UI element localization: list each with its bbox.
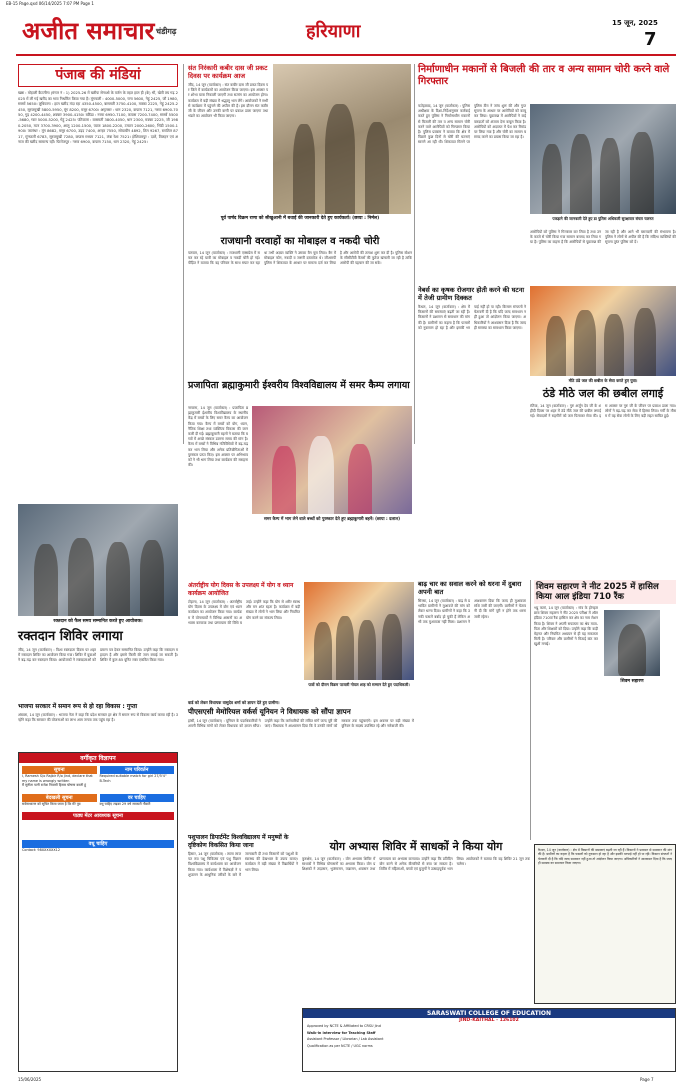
nirmanadhin-headline: निर्माणाधीन मकानों से बिजली की तार व अन्य सामान चोरी करने वाले गिरफ्तार: [418, 64, 670, 87]
page-number: 7: [644, 29, 657, 50]
raktdaan-title: रक्तदान शिविर लगाया: [18, 629, 123, 644]
classified-ads: वर्गीकृत विज्ञापन सूचना I, Ramesh S/o Rajbir R/o Jind, declare that my name is wrongly written मैं सुनीता पत्नी राजेश निवासी हिसार घोषणा करती हूं नाम परिवर्तन Required suitable match for girl 27/5'4" B.Tech बेदखली सूचना सर्वसाधारण को सूचित किया जाता है कि मेरे पुत्र वर चाहिए वधू चाहिए लड़का 29 वर्ष सरकारी नौकरी पाठ्य मेंटर आवश्यक सूचना वधू चाहिए Contact: 98XXXXXX12: [18, 752, 178, 1072]
footer-left: 15/06/2025: [18, 1077, 42, 1082]
section-title: हरियाणा: [306, 21, 361, 42]
sant-title: संत निरंकारी कबीर दास जी प्रकट दिवस पर कार्यक्रम आज: [188, 64, 268, 80]
vikram-rana-caption: पूर्व पार्षद विक्रम राणा को सीखुआनी में बधाई की जानकारी देते हुए कार्यकर्ता। (छाया : निर्मल): [220, 216, 380, 221]
chhabeel-title: ठंडे मीठे जल की छबील लगाई: [542, 387, 664, 400]
college-ad: SARASWATI COLLEGE OF EDUCATION JIND-KAITHAL - 126102 Approved by NCTE & Affiliated to CRSU Jind Walk-in Interview for Teaching Staff Assistant Professor / Librarian / Lab Assistant Qualification as per NCTE / UGC norms: [302, 1008, 676, 1072]
city-label: चंडीगढ़: [156, 27, 177, 36]
dharna-article: बाढ़ चार का सवाल करने को धरना में दुबारा अपनी बात सिरसा, 14 जून (वार्ताकार) : बाढ़ से प्रभावित ग्रामीणों ने मुआवजे की मांग को लेकर धरना दिया। ग्रामीणों ने कहा कि उनकी फसलें बर्बाद हो चुकी हैं लेकिन अभी तक मुआवजा नहीं मिला। प्रशासन ने आश्वासन दिया कि जल्द ही मुआवजा राशि जारी की जाएगी। ग्रामीणों ने चेतावनी दी कि मांगें पूरी न होने तक धरना जारी रहेगा।: [418, 580, 526, 840]
chhabeel-body: रतिया, 14 जून (वार्ताकार) : गुरु अर्जुन देव जी के शहीदी दिवस पर शहर में ठंडे मीठे जल की छबील लगाई गई। सेवादारों ने राहगीरों को जल पिलाकर सेवा की। इस अवसर पर गुरु जी के जीवन पर प्रकाश डाला गया। लोगों ने बढ़-चढ़ कर सेवा में हिस्सा लिया। गर्मी के मौसम में यह सेवा लोगों के लिए बड़ी राहत साबित हुई।: [530, 404, 676, 419]
nirmanadhin-body: फतेहाबाद, 14 जून (वार्ताकार) : पुलिस अधीक्षक के दिशा-निर्देशानुसार कार्रवाई करते हुए पुलिस ने निर्माणाधीन मकानों से बिजली की तार व अन्य सामान चोरी करने वाले आरोपियों को गिरफ्तार किया है। पुलिस प्रवक्ता ने बताया कि क्षेत्र में पिछले कुछ दिनों से चोरी की घटनाएं सामने आ रही थीं। शिकायत मिलने पर पुलिस टीम ने जांच शुरू की और गुप्त सूचना के आधार पर आरोपियों को काबू कर लिया। पूछताछ में आरोपियों ने कई वारदातों को अंजाम देना कबूल किया है। आरोपियों को अदालत में पेश कर रिमांड पर लिया गया है और चोरी का सामान बरामद करने का प्रयास किया जा रहा है।: [418, 104, 526, 145]
yog-title: योग अभ्यास शिविर में साधकों ने किया योग: [329, 840, 503, 853]
chhabeel-photo: [530, 286, 676, 376]
neighbor-body: कैथल, 14 जून (वार्ताकार) : क्षेत्र में किसानों की समस्याएं बढ़ती जा रही हैं। किसानों ने प्रशासन से समाधान की मांग की है। ग्रामीणों का कहना है कि फसलों को नुकसान हो रहा है और इसकी भरपाई नहीं हो पा रही। किसान संगठनों ने चेतावनी दी है कि यदि जल्द समाधान नहीं हुआ तो आंदोलन किया जाएगा। अधिकारियों ने आश्वासन दिया है कि जल्द ही समस्या का समाधान किया जाएगा।: [418, 305, 526, 330]
raktdaan-caption: रक्तदान को फैल समय सम्मानित करते हुए आयोजक।: [53, 619, 143, 624]
summer-camp-caption: समर कैम्प में भाग लेने वाले बच्चों को पुरस्कार देते हुए ब्रह्माकुमारी बहनें। (छाया : दलाल): [263, 516, 401, 521]
police-officers-photo: [530, 104, 676, 214]
shivam-photo: [604, 610, 660, 676]
shivam-body: भट्टू कलां, 14 जून (वार्ताकार) : गांव के होनहार छात्र शिवम सहारण ने नीट 2025 परीक्षा में ऑल इंडिया 710वां रैंक हासिल कर क्षेत्र का नाम रोशन किया है। शिवम ने अपनी सफलता का श्रेय माता-पिता और शिक्षकों को दिया। उन्होंने कहा कि कड़ी मेहनत और नियमित अध्ययन से ही यह सफलता मिली है। परिवार और ग्रामीणों ने मिठाई बांट कर खुशी मनाई।: [534, 606, 598, 647]
print-slug: EB-15 Page.qxd 06/14/2025 7:07 PM Page 1: [6, 1, 94, 6]
dharna-body: सिरसा, 14 जून (वार्ताकार) : बाढ़ से प्रभावित ग्रामीणों ने मुआवजे की मांग को लेकर धरना दिया। ग्रामीणों ने कहा कि उनकी फसलें बर्बाद हो चुकी हैं लेकिन अभी तक मुआवजा नहीं मिला। प्रशासन ने आश्वासन दिया कि जल्द ही मुआवजा राशि जारी की जाएगी। ग्रामीणों ने चेतावनी दी कि मांगें पूरी न होने तक धरना जारी रहेगा।: [418, 599, 526, 624]
union-body: हांसी, 14 जून (वार्ताकार) : यूनियन के पदाधिकारियों ने अपनी विभिन्न मांगों को लेकर विधायक को ज्ञापन सौंपा। उन्होंने कहा कि कर्मचारियों की लंबित मांगें जल्द पूरी की जाएं। विधायक ने आश्वासन दिया कि वे उनकी मांगों को सरकार तक पहुंचाएंगे। इस अवसर पर बड़ी संख्या में यूनियन के सदस्य उपस्थित रहे और नारेबाजी की।: [188, 718, 414, 729]
shivam-title: शिवम सहारण ने नीट 2025 में हासिल किया आल इंडिया 710 रैंक: [534, 580, 676, 604]
college-name: SARASWATI COLLEGE OF EDUCATION: [303, 1009, 675, 1018]
bhajpa-article: भाजपा सरकार में समान रूप से हो रहा विकास : गुप्ता अंबाला, 14 जून (वार्ताकार) : भाजपा नेता ने कहा कि प्रदेश सरकार हर क्षेत्र में समान रूप से विकास कार्य करवा रही है। उन्होंने कहा कि सरकार की योजनाओं का लाभ आम जनता तक पहुंच रहा है।: [18, 704, 178, 748]
police-photo-body: आरोपियों को पुलिस ने गिरफ्तार कर लिया है तथा उनके कब्जे से चोरी किया गया सामान बरामद कर लिया गया है। पुलिस का कहना है कि आरोपियों से पूछताछ की जा रही है और आगे भी बरामदगी की संभावना है। पुलिस ने लोगों से अपील की है कि संदिग्ध व्यक्तियों की सूचना तुरंत पुलिस को दें।: [530, 230, 676, 245]
yog-body: कुरुक्षेत्र, 14 जून (वार्ताकार) : योग अभ्यास शिविर में साधकों ने विभिन्न योगासनों का अभ्यास किया। योग प्रशिक्षकों ने ताड़ासन, भुजंगासन, वज्रासन, शवासन तथा प्राणायाम का अभ्यास करवाया। उन्होंने कहा कि प्रतिदिन योग करने से अनेक बीमारियों से बचा जा सकता है। शिविर में महिलाओं, बच्चों एवं बुजुर्गों ने उत्साहपूर्वक भाग लिया। आयोजकों ने बताया कि यह शिविर 21 जून तक चलेगा।: [302, 857, 530, 872]
summer-camp-photo: [252, 406, 412, 514]
bhajpa-body: अंबाला, 14 जून (वार्ताकार) : भाजपा नेता ने कहा कि प्रदेश सरकार हर क्षेत्र में समान रूप से विकास कार्य करवा रही है। उन्होंने कहा कि सरकार की योजनाओं का लाभ आम जनता तक पहुंच रहा है।: [18, 712, 178, 722]
pashu-body: हिसार, 14 जून (वार्ताकार) : लाला लाजपत राय पशु चिकित्सा एवं पशु विज्ञान विश्वविद्यालय में कार्यशाला का आयोजन किया गया। कार्यशाला में विशेषज्ञों ने पशुपालन के आधुनिक तरीकों के बारे में जानकारी दी तथा किसानों को पशुओं के स्वास्थ्य की देखभाल के उपाय बताए। कार्यक्रम में बड़ी संख्या में विद्यार्थियों ने भाग लिया।: [188, 852, 298, 877]
college-sub: JIND-KAITHAL - 126102: [459, 1018, 519, 1023]
group-photo: [304, 582, 414, 680]
rajdhani-article: [188, 236, 412, 376]
chhabeel-caption: मीठे ठंडे जल की छबील के सेवा करते हुए युवा।: [568, 378, 638, 383]
antarrashtriya-article: अंतर्राष्ट्रीय योग दिवस के उपलक्ष्य में योग व ध्यान कार्यक्रम आयोजित टोहाना, 14 जून (वार्ताकार) : अंतर्राष्ट्रीय योग दिवस के उपलक्ष्य में योग एवं ध्यान कार्यक्रम का आयोजन किया गया। कार्यक्रम में योगाचार्यों ने विभिन्न आसनों का अभ्यास करवाया तथा प्राणायाम की विधि बताई। उन्होंने कहा कि योग से शरीर स्वस्थ और मन शांत रहता है। कार्यक्रम में बड़ी संख्या में लोगों ने भाग लिया और नियमित योग करने का संकल्प लिया।: [188, 582, 300, 782]
shivam-article: [534, 580, 676, 840]
police-photo-caption: पकड़ाने की जानकारी देते हुए डा पुलिस अधिकारी सुरक्षावार संचार चलनत: [552, 216, 654, 221]
union-article: [188, 700, 414, 830]
vikram-rana-photo: [273, 64, 411, 214]
rajdhani-body: पलवल, 14 जून (वार्ताकार) : राजधानी एक्सप्रेस में सफर कर रहे यात्री का मोबाइल व नकदी चोरी हो गई। पीड़ित ने बताया कि वह परिवार के साथ सफर कर रहा था तभी अज्ञात व्यक्ति ने उसका बैग चुरा लिया। बैग में मोबाइल फोन, नकदी व जरूरी दस्तावेज थे। जीआरपी पुलिस ने शिकायत के आधार पर मामला दर्ज कर लिया है और आरोपी की तलाश शुरू कर दी है। पुलिस स्टेशन के सीसीटीवी कैमरों की फुटेज खंगाली जा रही है ताकि आरोपी की पहचान की जा सके।: [188, 251, 412, 266]
brahma-body: नरवाना, 14 जून (वार्ताकार) : प्रजापिता ब्रह्माकुमारी ईश्वरीय विश्वविद्यालय के स्थानीय केंद्र में बच्चों के लिए समर कैम्प का आयोजन किया गया। कैम्प में बच्चों को योग, ध्यान, नैतिक शिक्षा तथा व्यक्तित्व विकास की जानकारी दी गई। ब्रह्माकुमारी बहनों ने बताया कि बच्चों में अच्छे संस्कार डालना समय की मांग है। कैम्प में बच्चों ने विभिन्न गतिविधियों में बढ़-चढ़ कर भाग लिया और अनेक प्रतियोगिताओं में पुरस्कार प्राप्त किए। इस अवसर पर अभिभावकों ने भी भाग लिया तथा कार्यक्रम की सराहना की।: [188, 406, 248, 468]
union-photo-caption: वार्ड को लेकर विधायक वासुदेव शर्मा को ज्ञापन देते हुए ग्रामीण।: [188, 700, 280, 705]
brahma-title: प्रजापिता ब्रह्माकुमारी ईश्वरीय विश्वविद्यालय में समर कैम्प लगाया: [188, 380, 410, 391]
mandi-title: पंजाब की मंडियां: [18, 64, 178, 87]
union-title: पीएसएसी मेमोरियल वर्कर्स यूनियन ने विधायक को सौंपा ज्ञापन: [188, 707, 351, 716]
footer-right: Page 7: [640, 1077, 654, 1082]
yog-article: [302, 840, 530, 1004]
sant-body: जींद, 14 जून (वार्ताकार) : संत कबीर दास जी प्रकट दिवस पर जिले में कार्यक्रमों का आयोजन किया जाएगा। इस अवसर पर शोभा यात्रा निकाली जाएगी तथा सत्संग का आयोजन होगा। कार्यक्रम में बड़ी संख्या में श्रद्धालु भाग लेंगे। आयोजकों ने सभी से कार्यक्रम में पहुंचने की अपील की है। इस दौरान संत कबीर जी के जीवन और उनकी वाणी पर प्रकाश डाला जाएगा तथा भंडारे का आयोजन भी किया जाएगा।: [188, 83, 269, 119]
shivam-photo-caption: शिवम सहारण: [620, 679, 644, 684]
rajdhani-title: राजधानी वरवाहों का मोबाइल व नकदी चोरी: [220, 236, 380, 247]
mandi-column: [18, 64, 178, 500]
raktdaan-photo: [18, 504, 178, 616]
pashu-article: पशुपालन डिपार्टमेंट विश्वविद्यालय में मनुष्यों के दृष्टिकोण विकसित किया जाना हिसार, 14 जून (वार्ताकार) : लाला लाजपत राय पशु चिकित्सा एवं पशु विज्ञान विश्वविद्यालय में कार्यशाला का आयोजन किया गया। कार्यशाला में विशेषज्ञों ने पशुपालन के आधुनिक तरीकों के बारे में जानकारी दी तथा किसानों को पशुओं के स्वास्थ्य की देखभाल के उपाय बताए। कार्यक्रम में बड़ी संख्या में विद्यार्थियों ने भाग लिया।: [188, 834, 298, 1074]
mandi-body: खन्ना : मोहाली कैटलीना (मंगल नं : 1) 2025-26 में खरीफ सेनाओ के वर्जन के तहत हाल ही (के) भी, खेती तय गढ़ 2025 में ली गई खरीद का भाव निर्धारित किया गया है। मूंगफली : 4000-5000, चना 5600, गेहूं 2425, जौ 1980, सरसों 5650। लुधियाना : हाल खरीद मंदा रहा 4350-4500, बासमती 3750-4100, मक्का 2225, गेहूं 2425-2450, सूरजमुखी 5800-5950, मूंग 8200, मसूर 6700। अमृतसर : धान 2320, कपास 7121, नरमा 6900-7050, गुड़ 4200-4450, शक्कर 3900-4150। बठिंडा : नरमा 6950-7100, कपास 7200-7400, सरसों 5500-5680, ग्वार 5000-5200, गेहूं 2425। पटियाला : बासमती 3800-4050, धान 2300, मक्का 2225, जौ 1980-2050, मटर 3700-3900, आलू 1200-1500, प्याज 1800-2200, टमाटर 2000-2600, भिंडी 1500-1900। जालंधर : मूंग 8682, मसूर 6700, उड़द 7400, अरहर 7550, सोयाबीन 4892, तिल 9267, रामतिल 8717, मूंगफली 6783, सूरजमुखी 7280, कपास मध्यम 7121, लंबा रेशा 7521। होशियारपुर : दालें, तिलहन एवं अनाज की खरीद सामान्य रही। फिरोजपुर : नरमा 6900, कपास 7150, धान 2320, गेहूं 2425।: [18, 91, 178, 145]
neighbor-article: नेबर्स का कृषक रोजगार होती करने की घटना में तेजी ग्रामीण दिक्कत कैथल, 14 जून (वार्ताकार) : क्षेत्र में किसानों की समस्याएं बढ़ती जा रही हैं। किसानों ने प्रशासन से समाधान की मांग की है। ग्रामीणों का कहना है कि फसलों को नुकसान हो रहा है और इसकी भरपाई नहीं हो पा रही। किसान संगठनों ने चेतावनी दी है कि यदि जल्द समाधान नहीं हुआ तो आंदोलन किया जाएगा। अधिकारियों ने आश्वासन दिया है कि जल्द ही समस्या का समाधान किया जाएगा।: [418, 286, 526, 576]
newspaper-logo: अजीत समाचार: [22, 16, 155, 45]
edition-date: 15 जून, 2025: [612, 19, 658, 27]
masthead: [16, 12, 676, 56]
notice-box: कैथल, 14 जून (वार्ताकार) : क्षेत्र में किसानों की समस्याएं बढ़ती जा रही हैं। किसानों ने प्रशासन से समाधान की मांग की है। ग्रामीणों का कहना है कि फसलों को नुकसान हो रहा है और इसकी भरपाई नहीं हो पा रही। किसान संगठनों ने चेतावनी दी है कि यदि जल्द समाधान नहीं हुआ तो आंदोलन किया जाएगा। अधिकारियों ने आश्वासन दिया है कि जल्द ही समस्या का समाधान किया जाएगा।: [534, 844, 676, 1004]
group-photo-caption: पात्रों को दौरान विक्रम पटवारी गोयल शाह को सम्मान देते हुए पदाधिकारी।: [308, 682, 410, 687]
raktdaan-body: जींद, 14 जून (वार्ताकार) : विश्व रक्तदाता दिवस पर शहर में रक्तदान शिविर का आयोजन किया गया। शिविर में युवाओं ने बढ़-चढ़ कर रक्तदान किया। आयोजकों ने रक्तदाताओं को प्रमाण पत्र देकर सम्मानित किया। उन्होंने कहा कि रक्तदान महादान है और इससे किसी की जान बचाई जा सकती है। शिविर में कुल 85 यूनिट रक्त एकत्रित किया गया।: [18, 648, 178, 663]
antarrashtriya-body: टोहाना, 14 जून (वार्ताकार) : अंतर्राष्ट्रीय योग दिवस के उपलक्ष्य में योग एवं ध्यान कार्यक्रम का आयोजन किया गया। कार्यक्रम में योगाचार्यों ने विभिन्न आसनों का अभ्यास करवाया तथा प्राणायाम की विधि बताई। उन्होंने कहा कि योग से शरीर स्वस्थ और मन शांत रहता है। कार्यक्रम में बड़ी संख्या में लोगों ने भाग लिया और नियमित योग करने का संकल्प लिया।: [188, 600, 300, 625]
classified-head: वर्गीकृत विज्ञापन: [19, 753, 177, 763]
brahma-article: [188, 380, 414, 580]
